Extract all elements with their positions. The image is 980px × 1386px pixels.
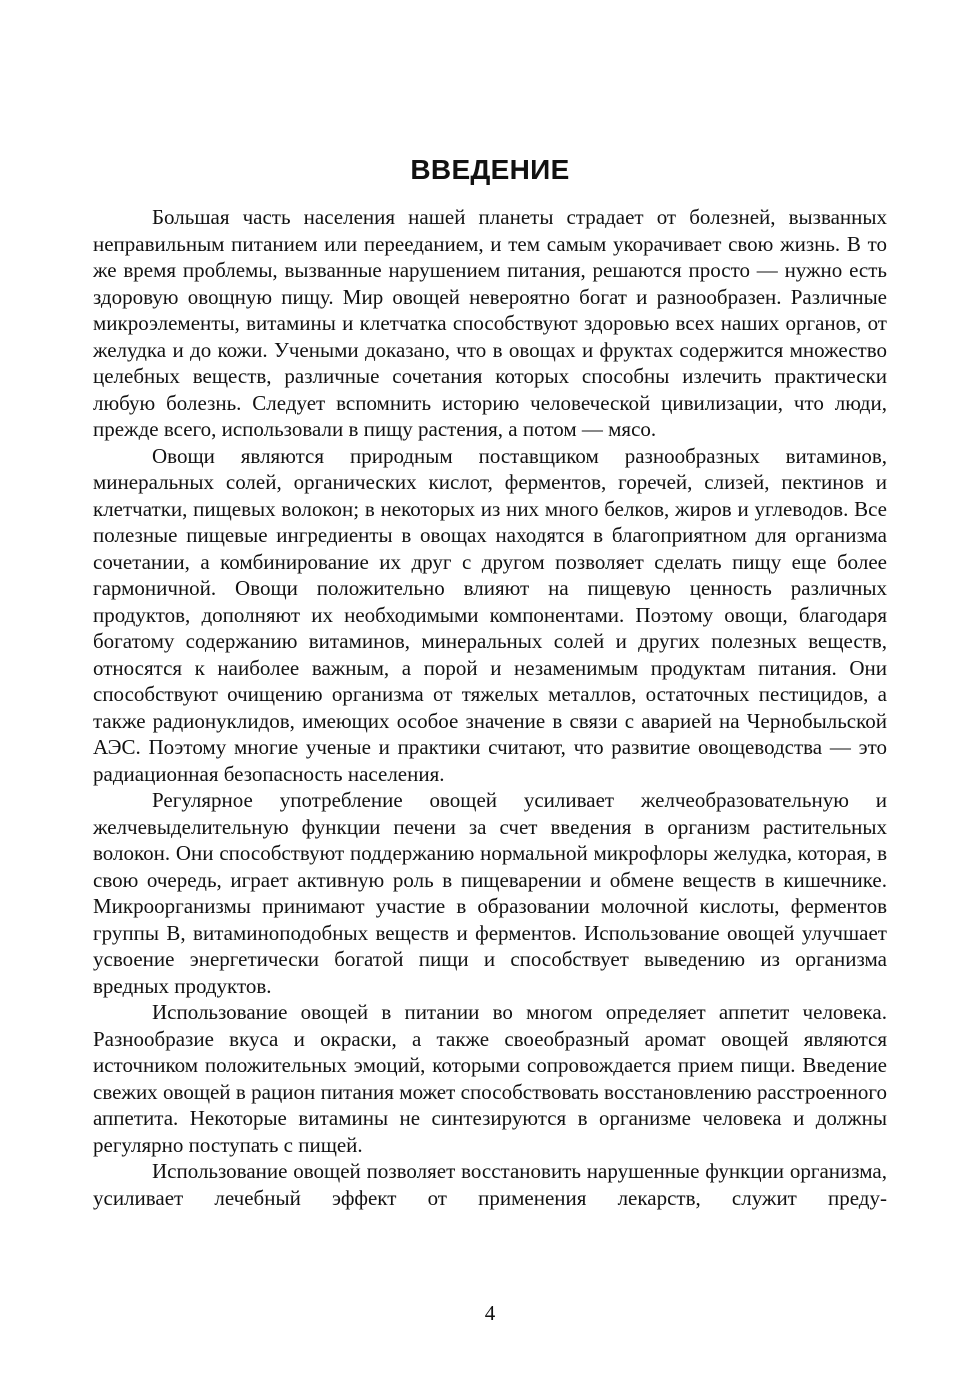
paragraph-3: Регулярное употребление овощей усиливает желчеобразовательную и желчевыделительную функции печени за счет введения в организм растительных волокон. Они способствуют поддержанию нормальной микрофлоры желудка, которая, в свою очередь, играет активную роль в пищеварении и обмене веществ в кишечнике. Микроорганизмы принимают участие в образовании молочной кислоты, ферментов группы В, витаминоподобных веществ и ферментов. Использование овощей улучшает усвоение энергетически богатой пищи и способствует выведению из организма вредных продуктов. (93, 788, 887, 998)
paragraph-1: Большая часть населения нашей планеты страдает от болезней, вызванных неправильным питанием или перееданием, и тем самым укорачивает свою жизнь. В то же время проблемы, вызванные нарушением питания, решаются просто — нужно есть здоровую овощную пищу. Мир овощей невероятно богат и разнообразен. Различные микроэлементы, витамины и клетчатка способствуют здоровью всех наших органов, от желудка и до кожи. Учеными доказано, что в овощах и фруктах содержится множество целебных веществ, различные сочетания которых способны излечить практически любую болезнь. Следует вспомнить историю человеческой цивилизации, что люди, прежде всего, использовали в пищу растения, а потом — мясо. (93, 205, 887, 441)
paragraph-2: Овощи являются природным поставщиком разнообразных витаминов, минеральных солей, органических кислот, ферментов, горечей, слизей, пектинов и клетчатки, пищевых волокон; в некоторых из них много белков, жиров и углеводов. Все полезные пищевые ингредиенты в овощах находятся в благоприятном для организма сочетании, а комбинирование их друг с другом позволяет сделать пищу еще более гармоничной. Овощи положительно влияют на пищевую ценность различных продуктов, дополняют их необходимыми компонентами. Поэтому овощи, благодаря богатому содержанию витаминов, минеральных солей и других полезных веществ, относятся к наиболее важным, а порой и незаменимым продуктам питания. Они способствуют очищению организма от тяжелых металлов, остаточных пестицидов, а также радионуклидов, имеющих особое значение в связи с аварией на Чернобыльской АЭС. Поэтому многие ученые и практики считают, что развитие овощеводства — это радиационная безопасность населения. (93, 443, 887, 786)
page-number: 4 (484, 1301, 496, 1325)
body-text (93, 204, 887, 1211)
chapter-heading: ВВЕДЕНИЕ (410, 154, 570, 185)
paragraph-4: Использование овощей в питании во многом определяет аппетит человека. Разнообразие вкуса и окраски, а также своеобразный аромат овощей являются источником положительных эмоций, которыми сопровождается прием пищи. Введение свежих овощей в рацион питания может способствовать восстановлению расстроенного аппетита. Некоторые витамины не синтезируются в организме человека и должны регулярно поступать с пищей. (93, 1000, 887, 1157)
paragraph-5: Использование овощей позволяет восстановить нарушенные функции организма, усиливает лечебный эффект от применения лекарств, служит преду- (93, 1159, 887, 1210)
